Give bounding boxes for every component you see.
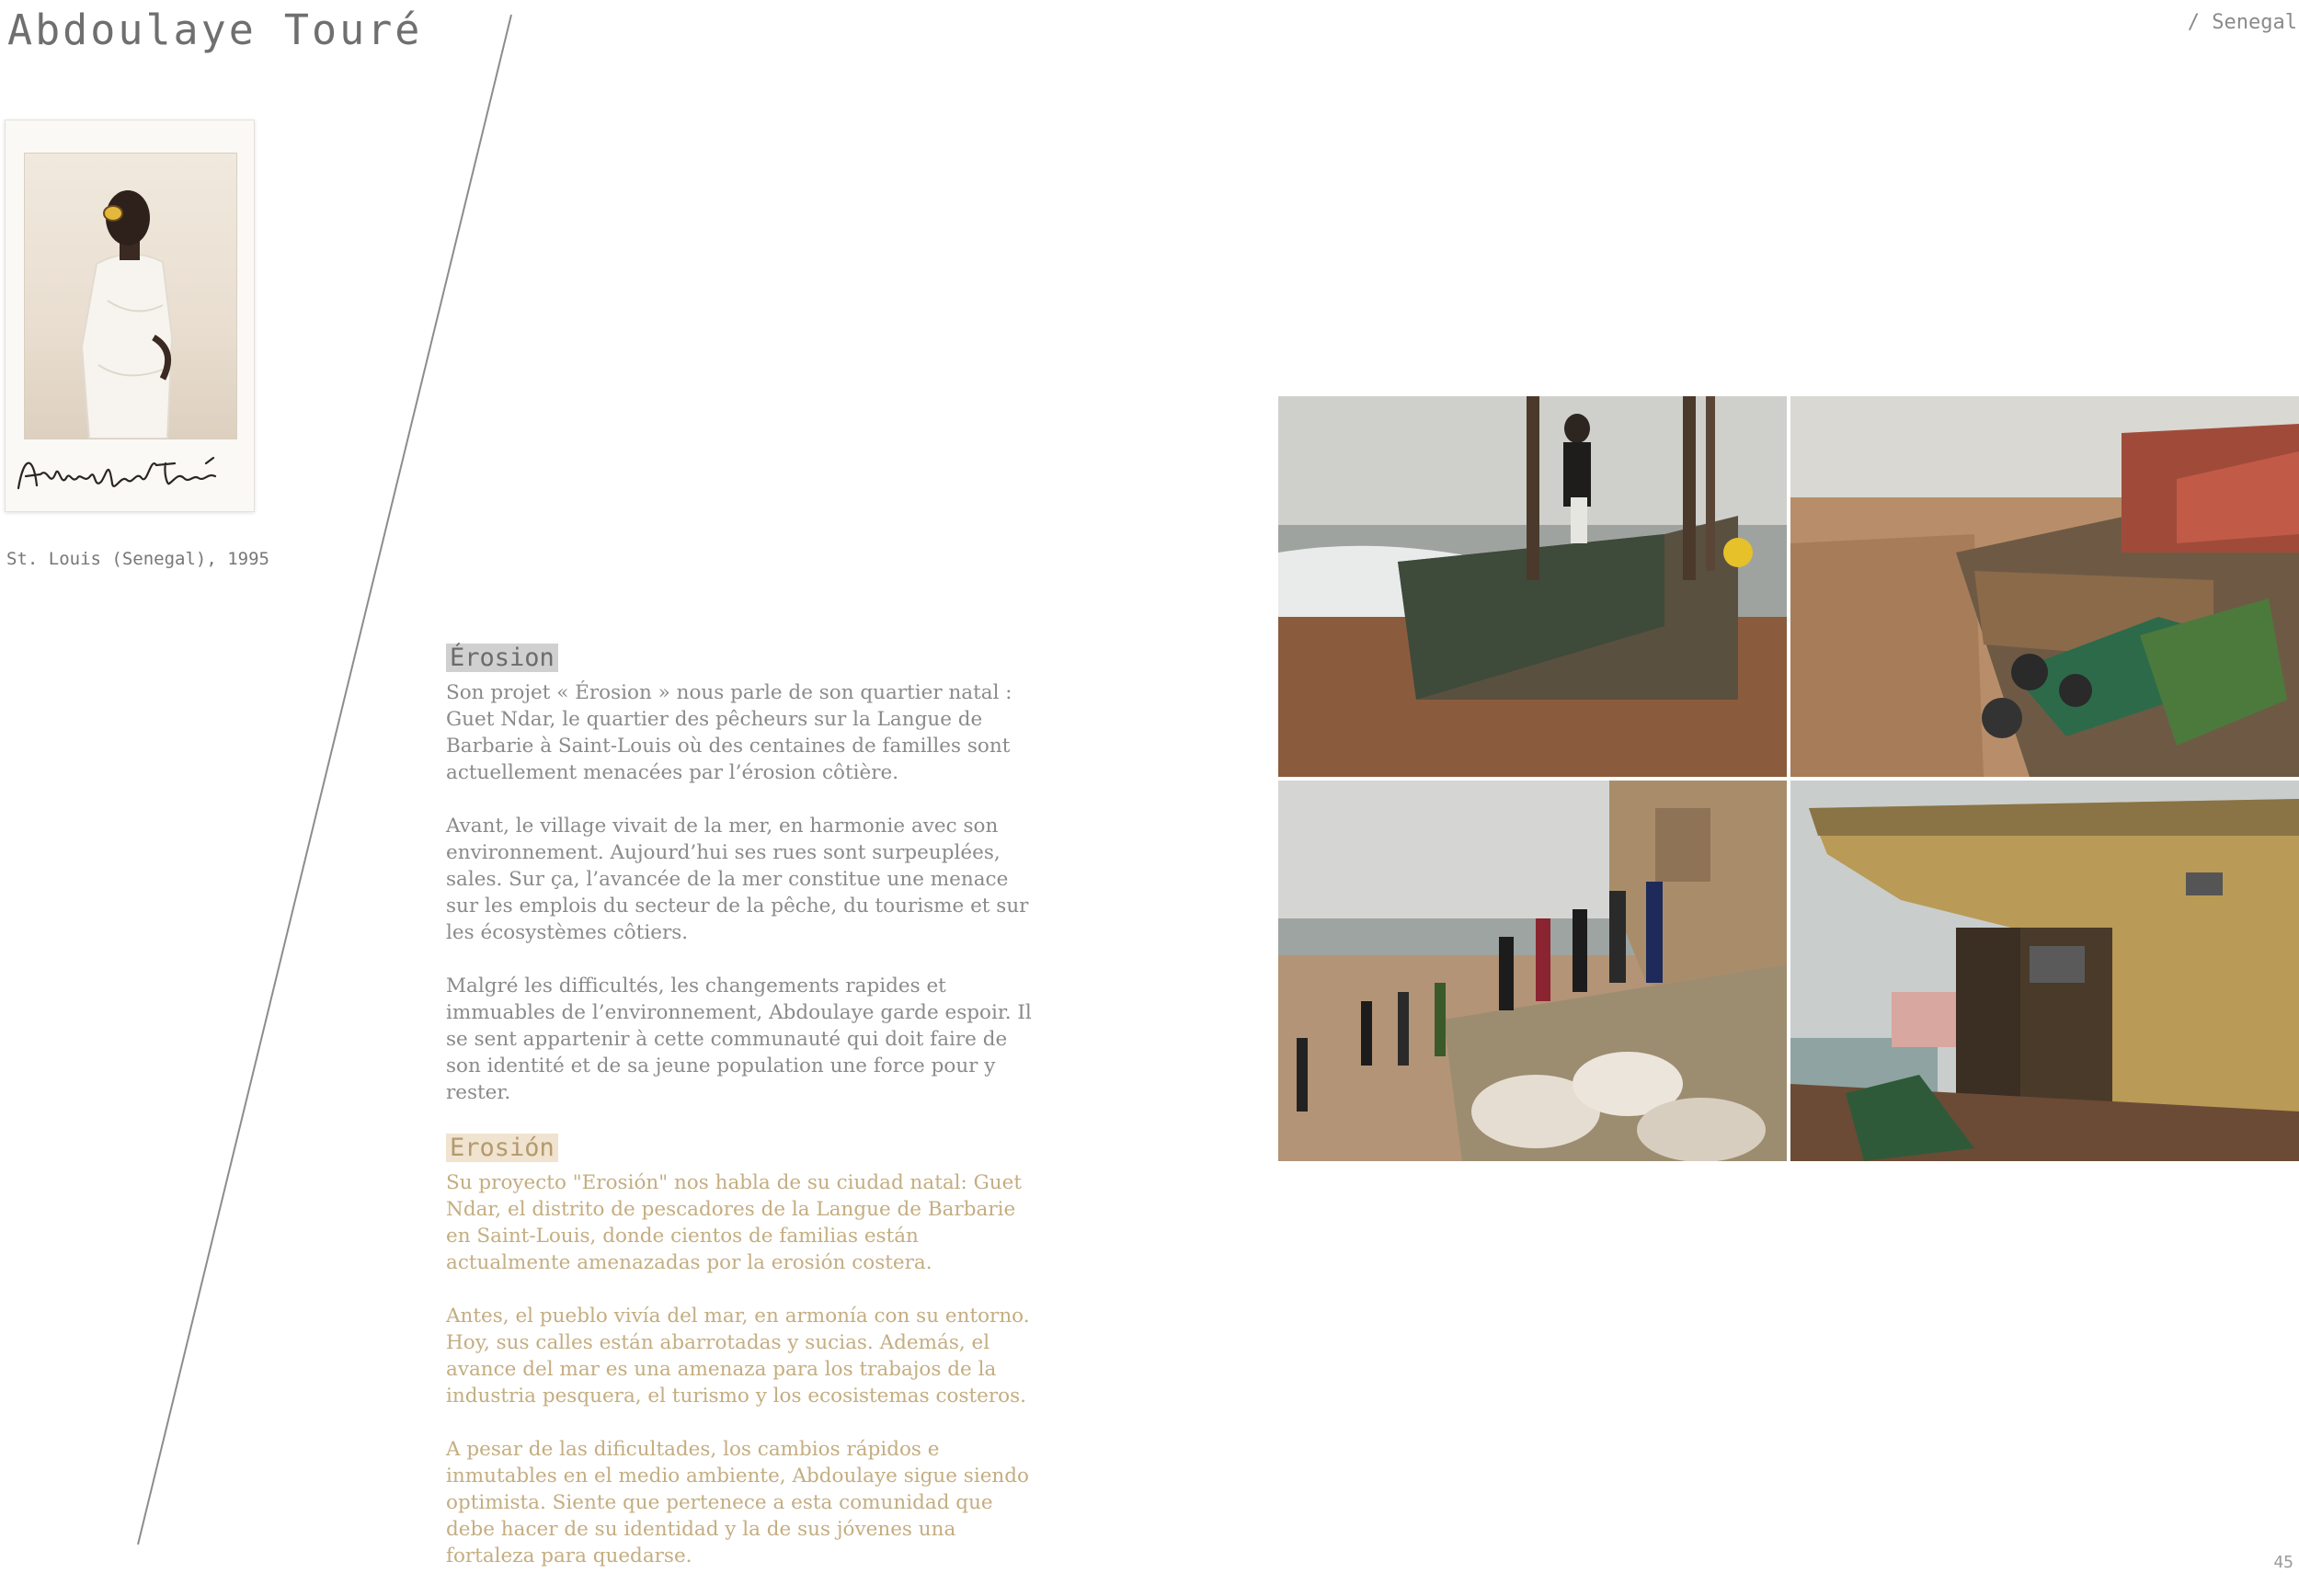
signature-image [13,447,243,502]
spanish-section-title: Erosión [446,1134,558,1162]
french-text-block [446,644,1035,1133]
french-paragraph: Avant, le village vivait de la mer, en harmonie avec son environnement. Aujourd’hui ses rues sont surpeuplées, sales. Sur ça, l’avancée de la mer constitue une menace sur les emplois du secteur de la pêche, du tourisme et sur les écosystèmes côtiers. [446,815,1029,944]
photo-crowd-sandbags [1278,781,1787,1161]
artist-name: Abdoulaye Touré [7,6,423,54]
french-section-title: Érosion [446,644,558,672]
spanish-paragraph: Antes, el pueblo vivía del mar, en armonía con su entorno. Hoy, sus calles están abarrotadas y sucias. Además, el avance del mar es una amenaza para los trabajos de la industria pesquera, el turismo y los ecosistemas costeros. [446,1305,1030,1408]
photo-boat-on-shore [1278,396,1787,777]
spanish-paragraph: A pesar de las dificultades, los cambios rápidos e inmutables en el medio ambiente, Abdoulaye sigue siendo optimista. Siente que pertenece a esta comunidad que debe hacer de su identidad y la de sus jóvenes una fortaleza para quedarse. [446,1438,1029,1568]
french-paragraph: Son projet « Érosion » nous parle de son quartier natal : Guet Ndar, le quartier des pêcheurs sur la Langue de Barbarie à Saint-Louis où des centaines de familles sont actuellement menacées par l’érosion côtière. [446,681,1012,784]
country-label: / Senegal [2187,11,2297,34]
french-paragraph: Malgré les difficultés, les changements rapides et immuables de l’environnement, Abdoulaye garde espoir. Il se sent appartenir à cette communauté qui doit faire de son identité et de sa jeune population une force pour y rester. [446,975,1032,1104]
spanish-text-block [446,1134,1035,1596]
portrait-photo [24,153,237,439]
photo-coastal-rubble [1790,396,2299,777]
page-number: 45 [2273,1553,2293,1572]
spanish-paragraph: Su proyecto "Erosión" nos habla de su ciudad natal: Guet Ndar, el distrito de pescadores de la Langue de Barbarie en Saint-Louis, donde cientos de familias están actualmente amenazadas por la erosión costera. [446,1171,1023,1274]
photo-collapsed-house [1790,781,2299,1161]
photo-grid [1278,396,2299,1163]
portrait-caption: St. Louis (Senegal), 1995 [6,549,269,569]
portrait-polaroid [5,120,255,512]
